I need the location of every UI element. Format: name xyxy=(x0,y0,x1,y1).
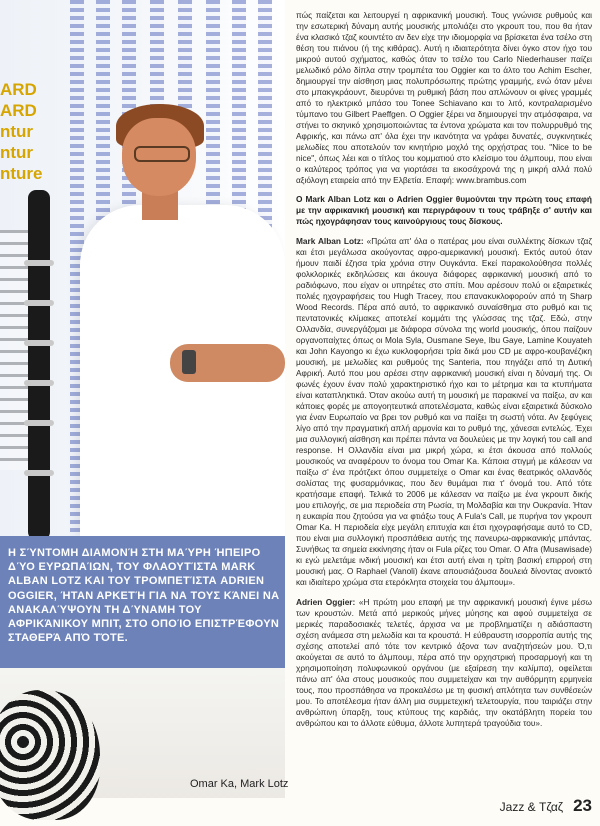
speaker-name: Adrien Oggier: xyxy=(296,597,356,607)
article-column xyxy=(296,10,592,729)
glasses-icon xyxy=(134,146,190,162)
magazine-name: Jazz & Τζαζ xyxy=(499,800,564,814)
article-photo xyxy=(0,0,285,536)
record-spine-text xyxy=(0,80,60,185)
flute-key xyxy=(24,260,54,266)
flute-key xyxy=(24,420,54,426)
interview-answer xyxy=(296,236,592,588)
flute-key xyxy=(24,380,54,386)
answer-text: «Πρώτα απ' όλα ο πατέρας μου είναι συλλέκτης δίσκων τζαζ και έτσι μεγάλωσα ακούγοντας αφρο-αμερικανική μουσική. Εκτός αυτού όταν ήμουν παιδί έζησα τρία χρόνια στην Ουγκάντα. Εκεί παρακολούθησα πολλές φολκλορικές εκδηλώσεις και άκουγα διάφορες αφρικανική μουσική από το ραδιόφωνο, που είχαν οι υπηρέτες στο σπίτι. Μου αρέσουν πολύ οι εξαιρετικές πολιές ηχογραφήσεις του Hugh Tracey, που επανακυκλοφορούν από τη Sharp Wood Records. Πέρα από αυτό, το αφρικανικό συναίσθημα στο ρυθμό και τις πεντατονικές κλίμακες αποτελεί κομμάτι της γλώσσας της τζαζ. Εδώ, στην Ολλανδία, συνεργάζομαι με διάφορα σύνολα της world μουσικής, όπου παίζουν οργανοπαίχτες όπως οι Mola Syla, Ousmane Seye, Ibu Gaye, Lamine Kouyateh και John Kayongo κι έχω κυκλοφορήσει τρία δικά μου CD με αφρο-κουβανέζικη μουσική, με μελωδίες και ρυθμούς της Santeria, που πηγάζει από τη Δυτική Αφρική. Αυτό που μου αρέσει στην αφρικανική μουσική είναι η δύναμή της. Οι φωνές έχουν έναν πολύ χαρακτηριστικό ήχο και το μέτρημα και τα κτυπήματα είναι καταπληκτικά. Όταν ακούω αυτή τη μουσική με παρακινεί να παίξω, αν και κάποιες φορές με απογοητευτικά αποτελέσματα, καθώς είναι εξαιρετικά δύσκολο για έναν Ευρωπαίο να βρει τον ρυθμό και να παίξει τη σωστή νότα. Αν ξεφύγεις λίγο από την πραγματική απλή αρμονία και το ρυθμό της, χάνεσαι εντελώς. Έχει μια συλλογική αίσθηση και πρέπει πάντα να δουλεύεις με την λογική του call and response. Η Ολλανδία είναι μια μικρή χώρα, κι έτσι άκουσα από πολλούς μουσικούς να αναφέρουν το όνομα του Omar Ka. Κάποια στιγμή με κάλεσαν να παίξω σ' ένα πρότζεκτ όπου συμμετείχε ο Omar και ένας θεατρικός ολλανδός σολίστας της φυσαρμόνικας, που δεν θυμάμαι πια τ' όνομά του. Από τότε κρατήσαμε επαφή. Τελικά το 2006 με κάλεσαν να παίξω με ένα γκρουπ δικής μου επιλογής, σε μια περιοδεία στη Ρωσία, τη Μολδαβία και την Ουκρανία. Ήταν η ευκαιρία που ζητούσα για να φτιάξω τους A Fula's Call, με πυρήνα τον γκρουπ Omar Ka. Η περιοδεία είχε μεγάλη επιτυχία και έτσι ηχογραφήσαμε αυτό το CD, που είναι μια συλλογική προσπάθεια αυτής της πανευρω-αφρικανικής μπάντας. Συνήθως τα σημεία εκκίνησης ήταν οι Fula ρίζες του Omar. Ο Afra (Musawisade) κι εγώ μελετάμε ινδική μουσική και έτσι αυτή είναι η τρίτη βασική επιρροή στη μουσική μας. Ο Raphael (Vanoli) έκανε απουσιάζουσα δουλειά δίνοντας ανοικτό και ιδιαίτερο χρώμα στα ετερόκλητα στοιχεία του άλμπουμ». xyxy=(296,236,593,587)
record-stripe xyxy=(178,0,192,110)
patterned-cushion xyxy=(0,690,100,820)
intro-text: Η ΣΎΝΤΟΜΗ ΔΙΑΜΟΝΉ ΣΤΗ ΜΑΎΡΗ ΉΠΕΙΡΟ ΔΎΟ ΕΥΡΩΠΑΊΩΝ, ΤΟΥ ΦΛΑΟΥΤΊΣΤΑ MARK ALBAN LOTZ ΚΑΙ ΤΟΥ ΤΡΟΜΠΕΤΊΣΤΑ ADRIEN OGGIER, ΉΤΑΝ ΑΡΚΕΤΉ ΓΙΑ ΝΑ ΤΟΥΣ ΚΆΝΕΙ ΝΑ ΑΝΑΚΑΛΎΨΟΥΝ ΤΗ ΔΎΝΑΜΗ ΤΟΥ ΑΦΡΙΚΆΝΙΚΟΥ ΜΠΙΤ, ΣΤΟ ΟΠΟΊΟ ΕΠΙΣΤΡΈΦΟΥΝ ΣΤΑΘΕΡΆ ΑΠΌ ΤΌΤΕ. xyxy=(8,547,280,645)
record-letters: nture xyxy=(0,164,43,183)
bass-flute-icon xyxy=(28,190,50,536)
answer-text: «Η πρώτη μου επαφή με την αφρικανική μουσική έγινε μέσω των κρουστών. Μετά από μερικούς μήνες μύησης και αφού συμμετείχα σε μερικές παραδοσιακές τελετές, άρχισα να με προβληματίζει η αδιάσπαστη σχέση ανάμεσα στη μελωδία και τα κρουστά. Η εύθραυστη ισορροπία αυτής της σχέσης αποτελεί από τότε τον κεντρικό άξονα των αναζητήσεών μου. Ό,τι ακούγεται σε αυτό το άλμπουμ, πέρα από την ορχηστρική προσαρμογή και τη χρησιμοποίηση πολυφωνικού οργάνου (με εξαίρεση την καλίμπα), οφείλεται πάνω απ' όλα στους μουσικούς που συμμετείχαν και την αυθόρμητη ερμηνεία τους, που προσπάθησα να προκαλέσω με τη φυσική απλότητα των συνθέσεών μου. Το αποτέλεσμα ήταν άλλη μια συμμετεχική τελετουργία, που ταιριάζει στην ανθρώπινη ύπαρξη, τους κτύπους της καρδιάς, την οκατάβλητη πορεία του ανθρώπου και το άλλοτε εύθυμα, άλλοτε λυπητερά τραγούδια του». xyxy=(296,597,592,728)
photo-caption: Omar Ka, Mark Lotz xyxy=(190,778,289,790)
record-letters: ARD xyxy=(0,80,37,99)
record-stripe xyxy=(150,0,164,110)
page-number: 23 xyxy=(573,796,592,815)
record-letters: ntur xyxy=(0,122,34,141)
flute-key xyxy=(24,470,54,476)
interview-answer xyxy=(296,597,592,729)
pull-question: Ο Mark Alban Lotz και ο Adrien Oggier θυμούνται την πρώτη τους επαφή με την αφρικανική μουσική και περιγράφουν τι τους τράβηξε σ' αυτήν και πώς ηχογράφησαν τους καινούργιους τους δίσκους. xyxy=(296,194,592,226)
flute-key xyxy=(24,300,54,306)
article-paragraph: πώς παίζεται και λειτουργεί η αφρικανική μουσική. Τους γνώνισε ρυθμούς και την εσωτερική δύναμη αυτής μουσικής μπολιάζει στο γκρουπ του, που θα ήταν ένα κλασικό τζαζ κουιντέτο αν δεν είχε την ιδιομορφία να βρίσκεται ένα τσέλο στη θέση του πιάνου (ή της κιθάρας). Αυτή η ιδιαιτερότητα δίνει όγκο στον ήχο του μικρού αυτού σχήματος, καθώς όταν το τσέλο του Carlo Niederhauser παίζει μελωδικό ρόλο δίπλα στην τρομπέτα του Oggier και το άλτο του Achim Escher, δημιουργεί την αίσθηση μιας πολυπρόσωπης πρώτης γραμμής, ενώ όταν μένει στο μπακγκράουντ, διευρύνει τη ρυθμική βάση που απλώνουν οι φίνες γραμμές από το ηλεκτρικό μπάσο του Tonee Schiavano και το λιτό, κοντραλαρισμένο τύμπανο του Gilbert Paeffgen. Ο Oggier ξέρει να δημιουργεί την ατμόσφαιρα, να στήνει το σκηνικό χρησιμοποιώντας τα έντονα χρώματα και τον πολυρρυθμό της Αφρικής, και πάνω απ' όλα έχει την ικανότητα να γράφει δυνατές, συγκινητικές μελωδίες που αποτελούν τον κινητήριο μοχλό της ορχήστρας του. "Nice to be nice", όπως λέει και ο τίτλος του κομματιού στο κλείσιμο του άλμπουμ, που είναι ο καλύτερος τρόπος για να γιορτάσει τα εικοσάχρονά της η μικρή αλλά πολύ αξιόλογη εταιρεία από την Ελβετία. Επαφή: www.brambus.com xyxy=(296,10,592,185)
record-letters: ARD xyxy=(0,101,37,120)
flute-key xyxy=(24,340,54,346)
watch-icon xyxy=(182,350,196,374)
record-letters: ntur xyxy=(0,143,34,162)
page-footer xyxy=(500,796,592,816)
speaker-name: Mark Alban Lotz: xyxy=(296,236,364,246)
